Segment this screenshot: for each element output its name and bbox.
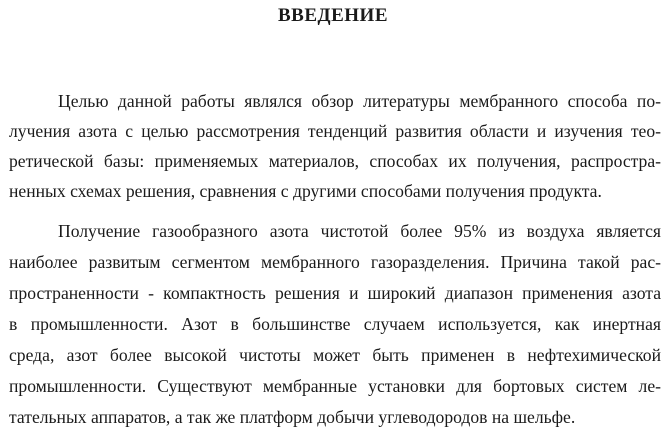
text-line: тательных аппаратов, а так же платформ добычи углеводородов на шельфе. <box>9 407 576 427</box>
text-line: промышленности. Существуют мембранные установки для бортовых систем ле- <box>9 376 661 396</box>
text-line: пространенности - компактность решения и широкий диапазон применения азота <box>9 283 661 303</box>
page-title: ВВЕДЕНИЕ <box>278 5 388 26</box>
text-line: ненных схемах решения, сравнения с другими способами получения продукта. <box>9 181 602 201</box>
text-line: в промышленности. Азот в большинстве случаем используется, как инертная <box>9 314 661 334</box>
text-line: лучения азота с целью рассмотрения тенденций развития области и изучения тео- <box>9 121 661 141</box>
text-line: Получение газообразного азота чистотой более 95% из воздуха является <box>58 221 661 241</box>
text-line: среда, азот более высокой чистоты может быть применен в нефтехимической <box>9 345 661 365</box>
text-line: ретической базы: применяемых материалов, способах их получения, распростра- <box>9 151 661 171</box>
text-line: наиболее развитым сегментом мембранного газоразделения. Причина такой рас- <box>9 252 661 272</box>
text-line: Целью данной работы являлся обзор литературы мембранного способа по- <box>58 91 661 111</box>
